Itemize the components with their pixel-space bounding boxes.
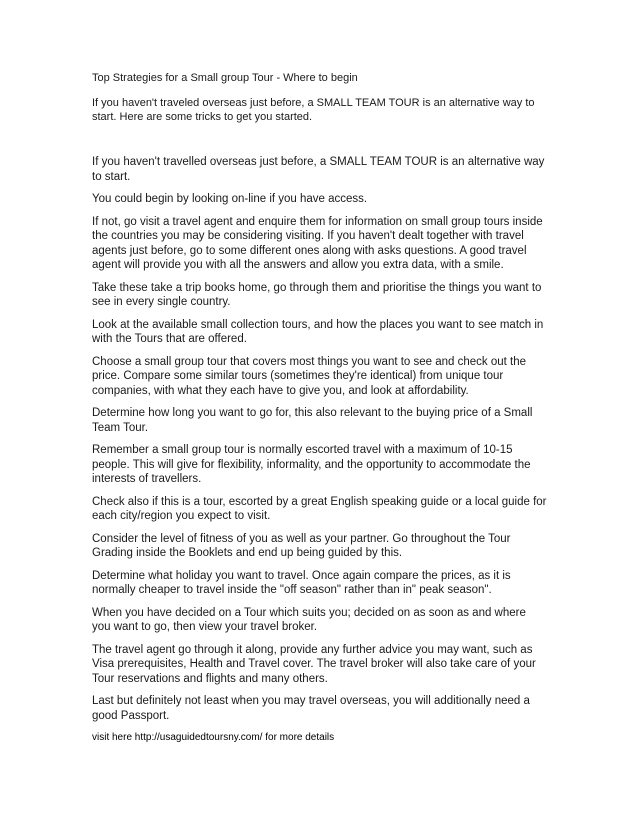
paragraph: You could begin by looking on-line if you have access. [92, 193, 368, 205]
paragraph: Determine what holiday you want to travel. Once again compare the prices, as it is normally cheaper to travel inside the "off season" rather than in" peak season". [92, 569, 511, 596]
paragraph: Check also if this is a tour, escorted by a great English speaking guide or a local guide for each city/region you expect to visit. [92, 495, 547, 522]
paragraph: When you have decided on a Tour which suits you; decided on as soon as and where you want to go, then view your travel broker. [92, 606, 526, 633]
paragraph: Look at the available small collection tours, and how the places you want to see match in with the Tours that are offered. [92, 318, 544, 345]
paragraph: Consider the level of fitness of you as well as your partner. Go throughout the Tour Grading inside the Booklets and end up being guided by this. [92, 532, 511, 559]
paragraph: Determine how long you want to go for, this also relevant to the buying price of a Small Team Tour. [92, 407, 533, 434]
paragraph: The travel agent go through it along, provide any further advice you may want, such as Visa prerequisites, Health and Travel cover. The travel broker will also take care of your Tour reservations and flights and many others. [92, 643, 536, 685]
paragraph: If you haven't travelled overseas just before, a SMALL TEAM TOUR is an alternative way to start. [92, 156, 545, 183]
paragraph: Choose a small group tour that covers most things you want to see and check out the price. Compare some similar tours (sometimes they're identical) from unique tour companies, with what they each have to give you, and look at affordability. [92, 355, 527, 397]
intro-paragraph: If you haven't traveled overseas just before, a SMALL TEAM TOUR is an alternative way to start. Here are some tricks to get you started. [92, 97, 535, 123]
document-body [92, 71, 547, 744]
paragraph: Last but definitely not least when you may travel overseas, you will additionally need a good Passport. [92, 695, 530, 722]
document-title: Top Strategies for a Small group Tour - Where to begin [92, 72, 358, 84]
paragraph: Take these take a trip books home, go through them and prioritise the things you want to see in every single country. [92, 281, 542, 308]
footer-link-text: visit here http://usaguidedtoursny.com/ for more details [92, 732, 335, 743]
spacer [92, 132, 547, 155]
paragraph: If not, go visit a travel agent and enquire them for information on small group tours inside the countries you may be considering visiting. If you haven't dealt together with travel agents just before, go to some different ones along with asks questions. A good travel agent will provide you with all the answers and allow you extra data, with a smile. [92, 215, 543, 271]
paragraph: Remember a small group tour is normally escorted travel with a maximum of 10-15 people. This will give for flexibility, informality, and the opportunity to accommodate the interests of travellers. [92, 444, 531, 485]
